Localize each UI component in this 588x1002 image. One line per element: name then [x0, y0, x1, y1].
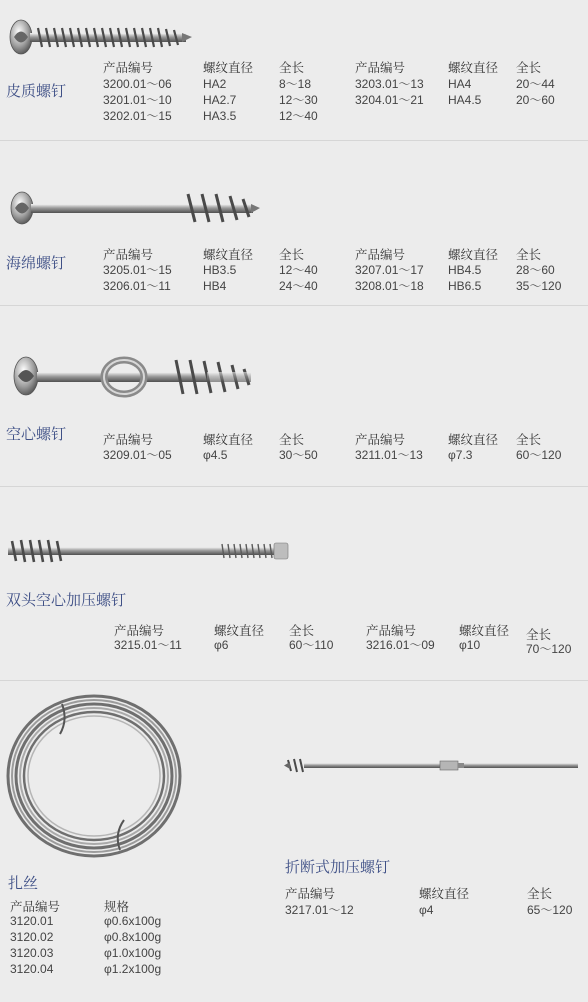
specification: φ0.8x100g — [104, 930, 162, 944]
thread-diameter: HB3.5 — [203, 263, 237, 277]
product-code: 3217.01～12 — [285, 903, 354, 917]
section-divider — [0, 140, 588, 141]
thread-diameter: HB6.5 — [448, 279, 482, 293]
header-length: 全长 — [526, 627, 552, 642]
thread-diameter: φ4 — [419, 903, 434, 917]
length: 30～50 — [279, 448, 318, 462]
length: 24～40 — [279, 279, 318, 293]
product-code: 3120.02 — [10, 930, 54, 944]
specification: φ1.0x100g — [104, 946, 162, 960]
length: 60～110 — [289, 638, 334, 652]
product-code: 3215.01～11 — [114, 638, 182, 652]
header-thread-diameter: 螺纹直径 — [203, 247, 254, 262]
product-code: 3205.01～15 — [103, 263, 172, 277]
header-length: 全长 — [289, 623, 315, 638]
header-thread-diameter: 螺纹直径 — [203, 432, 254, 447]
header-thread-diameter: 螺纹直径 — [459, 623, 510, 638]
length: 35～120 — [516, 279, 562, 293]
section-title-cortical-screw: 皮质螺钉 — [6, 82, 67, 100]
length: 70～120 — [526, 642, 572, 656]
thread-diameter: HA4 — [448, 77, 472, 91]
header-thread-diameter: 螺纹直径 — [448, 432, 499, 447]
header-length: 全长 — [516, 60, 542, 75]
header-length: 全长 — [516, 432, 542, 447]
header-product-code: 产品编号 — [355, 60, 406, 75]
length: 20～60 — [516, 93, 555, 107]
header-thread-diameter: 螺纹直径 — [448, 60, 499, 75]
header-product-code: 产品编号 — [285, 886, 336, 901]
cortical-screw-image — [4, 14, 204, 64]
header-specification: 规格 — [104, 899, 130, 914]
product-code: 3209.01～05 — [103, 448, 172, 462]
product-code: 3207.01～17 — [355, 263, 424, 277]
product-code: 3206.01～11 — [103, 279, 171, 293]
section-divider — [0, 305, 588, 306]
header-product-code: 产品编号 — [355, 432, 406, 447]
length: 8～18 — [279, 77, 312, 91]
header-product-code: 产品编号 — [366, 623, 417, 638]
header-product-code: 产品编号 — [355, 247, 406, 262]
product-code: 3120.04 — [10, 962, 54, 976]
header-product-code: 产品编号 — [103, 247, 154, 262]
thread-diameter: HA4.5 — [448, 93, 482, 107]
header-thread-diameter: 螺纹直径 — [203, 60, 254, 75]
cancellous-screw-image — [4, 184, 264, 234]
thread-diameter: φ4.5 — [203, 448, 228, 462]
section-title-cancellous-screw: 海绵螺钉 — [6, 254, 67, 272]
thread-diameter: HB4.5 — [448, 263, 482, 277]
product-code: 3201.01～10 — [103, 93, 172, 107]
length: 12～40 — [279, 109, 318, 123]
thread-diameter: HB4 — [203, 279, 227, 293]
product-code: 3208.01～18 — [355, 279, 424, 293]
thread-diameter: φ7.3 — [448, 448, 473, 462]
header-product-code: 产品编号 — [103, 432, 154, 447]
product-code: 3120.03 — [10, 946, 54, 960]
product-code: 3204.01～21 — [355, 93, 424, 107]
header-length: 全长 — [279, 60, 305, 75]
product-code: 3203.01～13 — [355, 77, 424, 91]
header-product-code: 产品编号 — [114, 623, 165, 638]
thread-diameter: φ10 — [459, 638, 481, 652]
header-length: 全长 — [279, 247, 305, 262]
thread-diameter: HA3.5 — [203, 109, 237, 123]
header-product-code: 产品编号 — [10, 899, 61, 914]
breakaway-screw-image — [282, 752, 582, 782]
product-code: 3202.01～15 — [103, 109, 172, 123]
product-code: 3216.01～09 — [366, 638, 435, 652]
length: 12～30 — [279, 93, 318, 107]
header-thread-diameter: 螺纹直径 — [419, 886, 470, 901]
length: 28～60 — [516, 263, 555, 277]
product-code: 3211.01～13 — [355, 448, 423, 462]
length: 65～120 — [527, 903, 573, 917]
header-length: 全长 — [516, 247, 542, 262]
header-length: 全长 — [279, 432, 305, 447]
length: 12～40 — [279, 263, 318, 277]
thread-diameter: HA2.7 — [203, 93, 237, 107]
product-code: 3120.01 — [10, 914, 54, 928]
section-divider — [0, 486, 588, 487]
header-product-code: 产品编号 — [103, 60, 154, 75]
header-thread-diameter: 螺纹直径 — [214, 623, 265, 638]
product-code: 3200.01～06 — [103, 77, 172, 91]
wire-coil-image — [2, 690, 187, 860]
cannulated-screw-image — [4, 346, 264, 416]
section-title-double-head-screw: 双头空心加压螺钉 — [6, 591, 127, 609]
specification: φ0.6x100g — [104, 914, 162, 928]
length: 20～44 — [516, 77, 555, 91]
thread-diameter: HA2 — [203, 77, 227, 91]
section-divider — [0, 680, 588, 681]
header-thread-diameter: 螺纹直径 — [448, 247, 499, 262]
section-title-cannulated-screw: 空心螺钉 — [6, 425, 67, 443]
section-title-breakaway-screw: 折断式加压螺钉 — [285, 858, 391, 876]
length: 60～120 — [516, 448, 562, 462]
section-title-wire: 扎丝 — [8, 874, 39, 892]
header-length: 全长 — [527, 886, 553, 901]
double-head-screw-image — [4, 534, 294, 574]
specification: φ1.2x100g — [104, 962, 162, 976]
thread-diameter: φ6 — [214, 638, 229, 652]
